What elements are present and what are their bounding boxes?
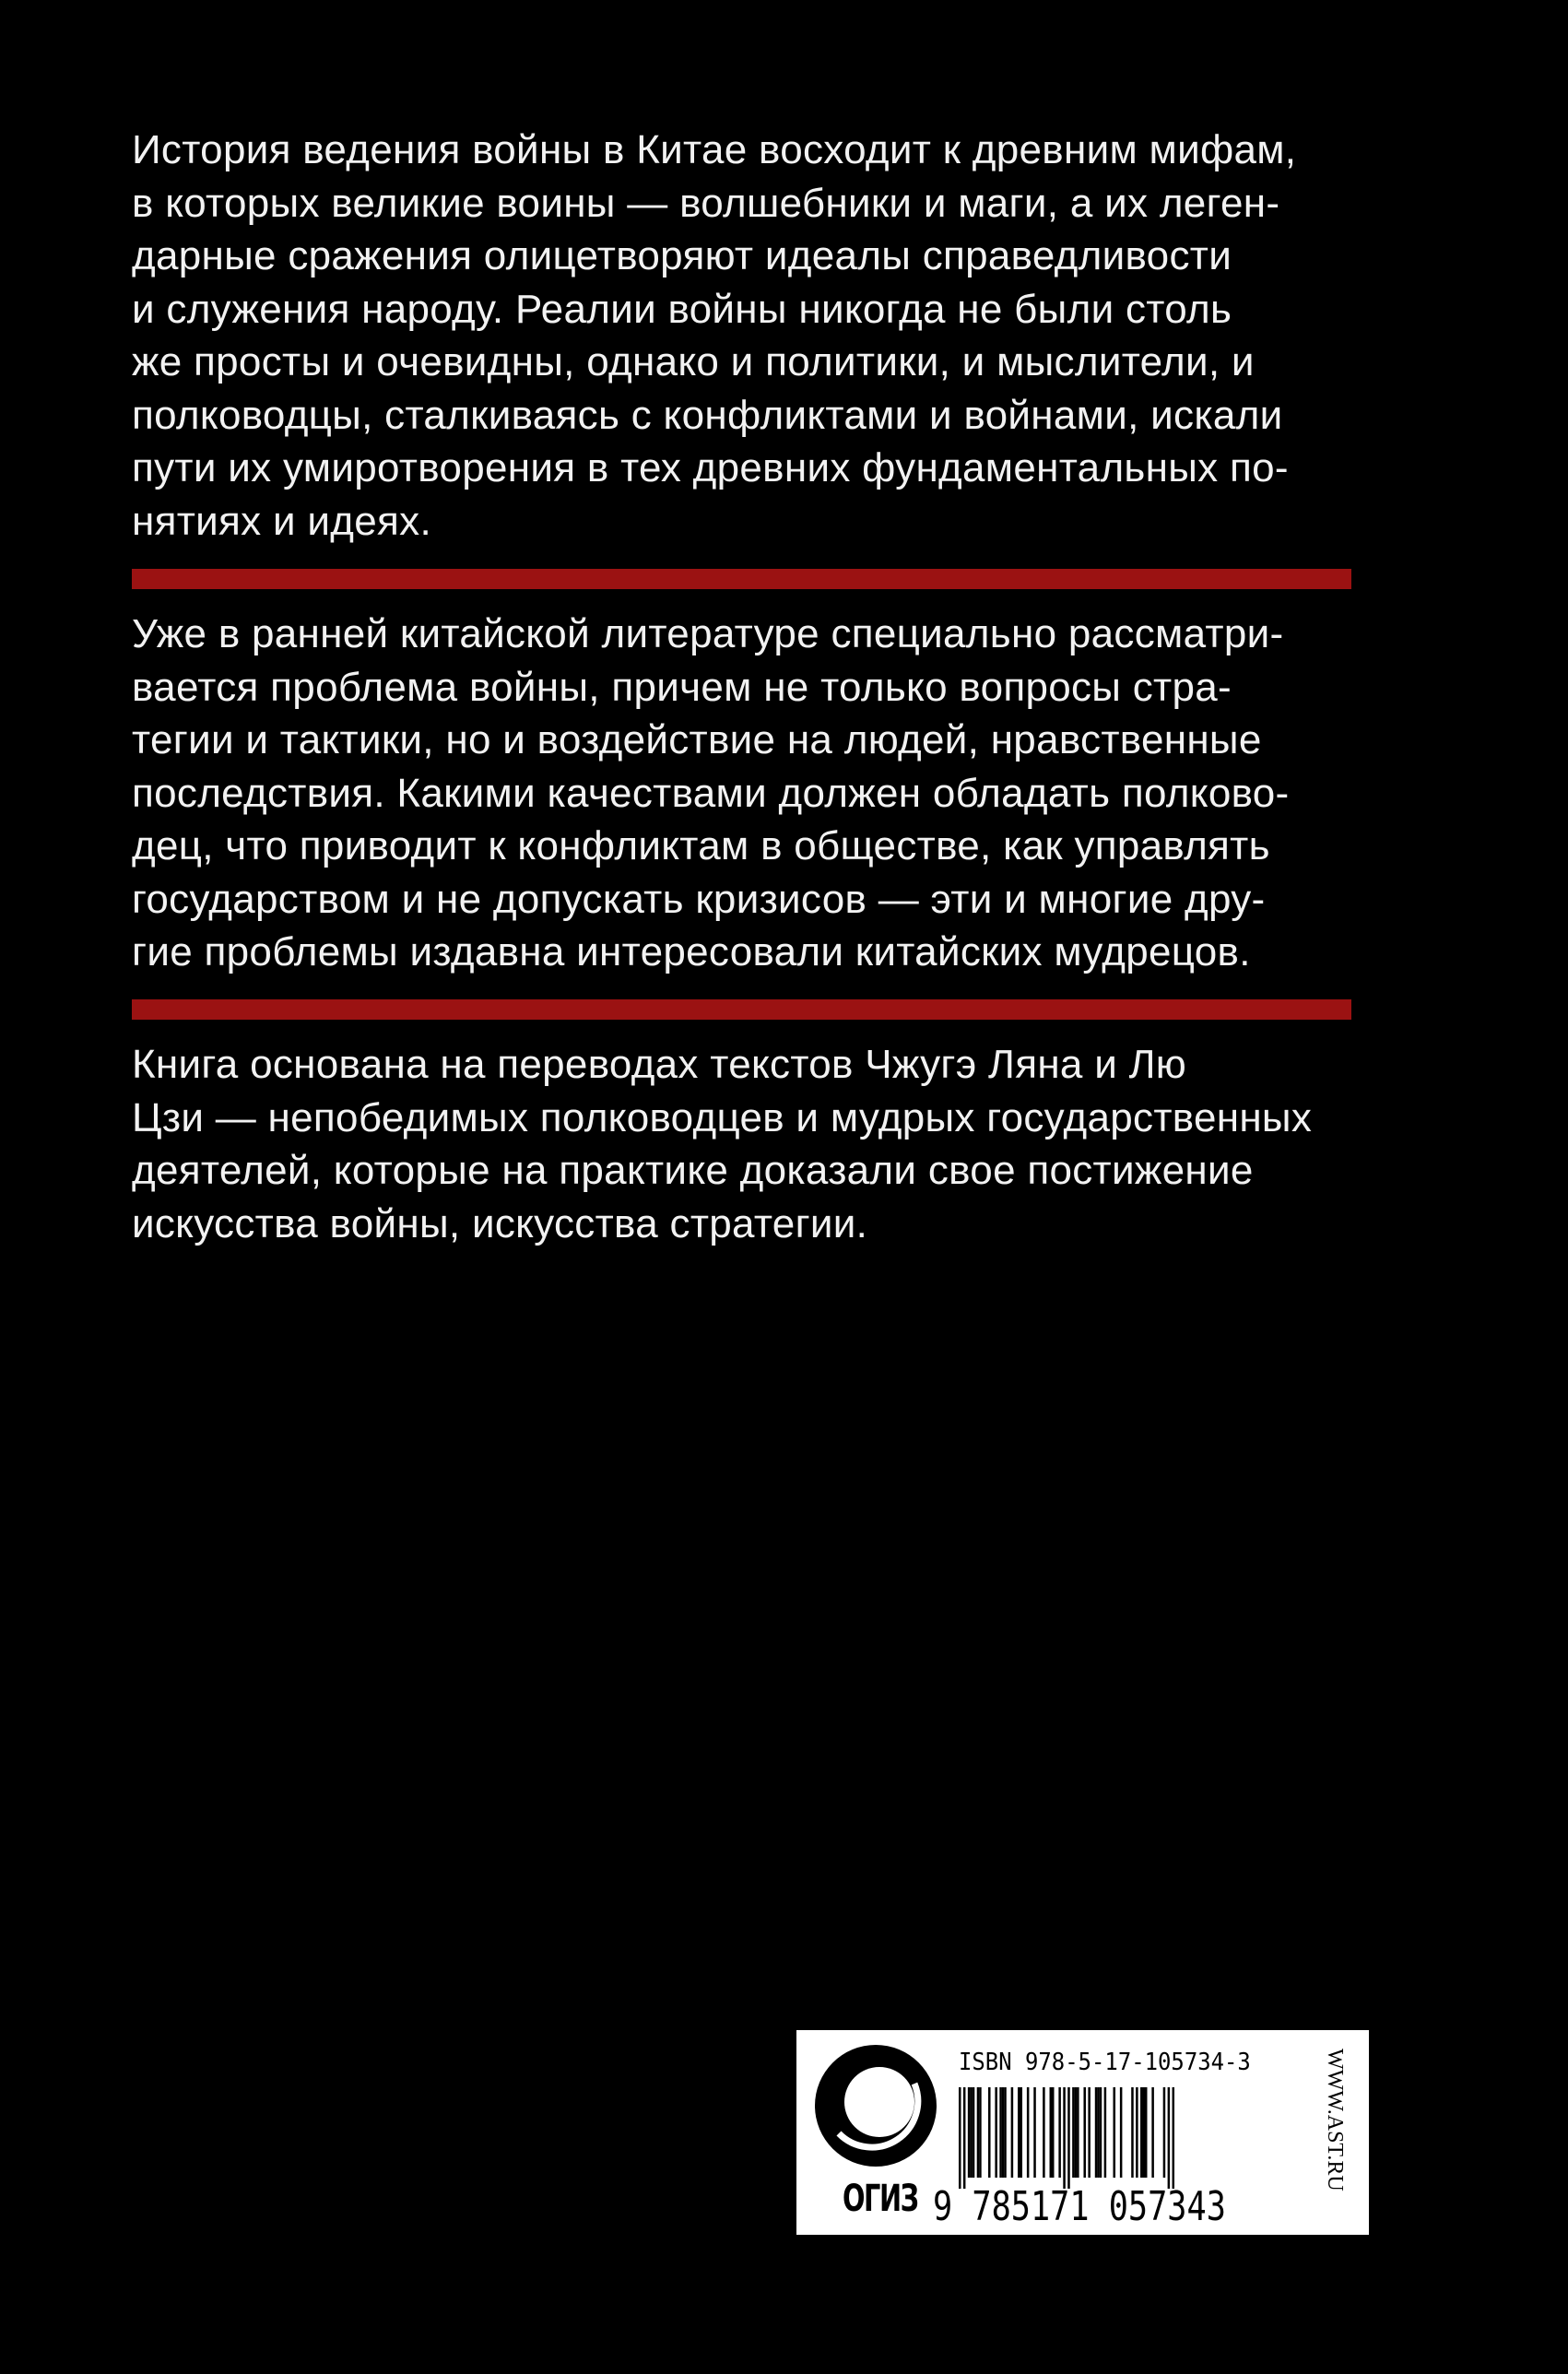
barcode-panel bbox=[796, 2030, 1369, 2235]
barcode-bar bbox=[999, 2087, 1002, 2178]
barcode-bar bbox=[1027, 2087, 1030, 2178]
barcode-bar bbox=[1104, 2087, 1107, 2178]
barcode-bar bbox=[1131, 2087, 1134, 2178]
isbn-label: ISBN 978-5-17-105734-3 bbox=[959, 2049, 1251, 2076]
barcode-bar bbox=[963, 2087, 966, 2189]
barcode-digits: 9 785171 057343 bbox=[933, 2183, 1226, 2230]
barcode-bar bbox=[1143, 2087, 1146, 2178]
barcode-bar bbox=[979, 2087, 982, 2178]
barcode-bar bbox=[1043, 2087, 1045, 2178]
barcode-bar bbox=[1163, 2087, 1166, 2178]
barcode-bar bbox=[1088, 2087, 1091, 2178]
annotation-paragraph-3: Книга основана на переводах текстов Чжугэ Ляна и Лю Цзи — непобедимых полководцев и мудрых государственных деятелей, которые на практике доказали свое постижение искусства войны, искусства стратегии. bbox=[132, 1042, 1313, 1246]
barcode-bar bbox=[1100, 2087, 1102, 2178]
barcode-bar bbox=[1113, 2087, 1115, 2178]
barcode-bar bbox=[1072, 2087, 1075, 2178]
barcode-bar bbox=[1050, 2087, 1053, 2178]
barcode-bar bbox=[1145, 2087, 1148, 2178]
barcode-bar bbox=[1077, 2087, 1079, 2178]
barcode-bar bbox=[1058, 2087, 1061, 2178]
barcode-bar bbox=[1020, 2087, 1023, 2178]
red-divider-2 bbox=[132, 999, 1351, 1020]
barcode-bar bbox=[1033, 2087, 1036, 2178]
barcode-bar bbox=[1002, 2087, 1005, 2178]
publisher-logo-icon bbox=[811, 2041, 940, 2170]
barcode-bar bbox=[1136, 2087, 1138, 2178]
barcode-bar bbox=[1067, 2087, 1070, 2189]
website-url: WWW.AST.RU bbox=[1323, 2049, 1347, 2191]
annotation-paragraph-2: Уже в ранней китайской литературе специально рассматри- вается проблема войны, причем не только вопросы стра- тегии и тактики, но и воздействие на людей, нравственные последствия. Какими качествами должен обладать полково- дец, что приводит к конфликтам в обществе, как управлять государством и не допускать кризисов — эти и многие дру- гие проблемы издавна интересовали китайских мудрецов. bbox=[132, 611, 1290, 974]
barcode-bar bbox=[959, 2087, 961, 2189]
barcode-bar bbox=[1097, 2087, 1100, 2178]
barcode-bar bbox=[1168, 2087, 1171, 2189]
barcode-bar bbox=[1140, 2087, 1143, 2178]
barcode-bar bbox=[1083, 2087, 1086, 2178]
publisher-name: ОГИЗ bbox=[843, 2178, 918, 2220]
barcode-bar bbox=[988, 2087, 991, 2178]
annotation-paragraph-1: История ведения войны в Китае восходит к древним мифам, в которых великие воины — волшебники и маги, а их леген- дарные сражения олицетворяют идеалы справедливости и служения народу. Реалии войны никогда не были столь же просты и очевидны, однако и политики, и мыслители, и полководцы, сталкиваясь с конфликтами и войнами, искали пути их умиротворения в тех древних фундаментальных по- нятиях и идеях. bbox=[132, 127, 1297, 544]
barcode-bar bbox=[1095, 2087, 1098, 2178]
barcode-bar bbox=[973, 2087, 975, 2178]
barcode-bar bbox=[1052, 2087, 1055, 2178]
barcode-bar bbox=[977, 2087, 980, 2178]
barcode-bar bbox=[1018, 2087, 1020, 2178]
barcode-bar bbox=[1075, 2087, 1078, 2178]
barcode-bar bbox=[1004, 2087, 1007, 2178]
red-divider-1 bbox=[132, 569, 1351, 589]
barcode-bar bbox=[970, 2087, 973, 2178]
barcode-bar bbox=[1011, 2087, 1014, 2178]
barcode-bar bbox=[1151, 2087, 1154, 2178]
barcode-bar bbox=[1173, 2087, 1174, 2189]
barcode bbox=[959, 2087, 1174, 2189]
barcode-bar bbox=[995, 2087, 997, 2178]
barcode-bar bbox=[1063, 2087, 1066, 2189]
barcode-bar bbox=[968, 2087, 971, 2178]
barcode-bar bbox=[1120, 2087, 1123, 2178]
